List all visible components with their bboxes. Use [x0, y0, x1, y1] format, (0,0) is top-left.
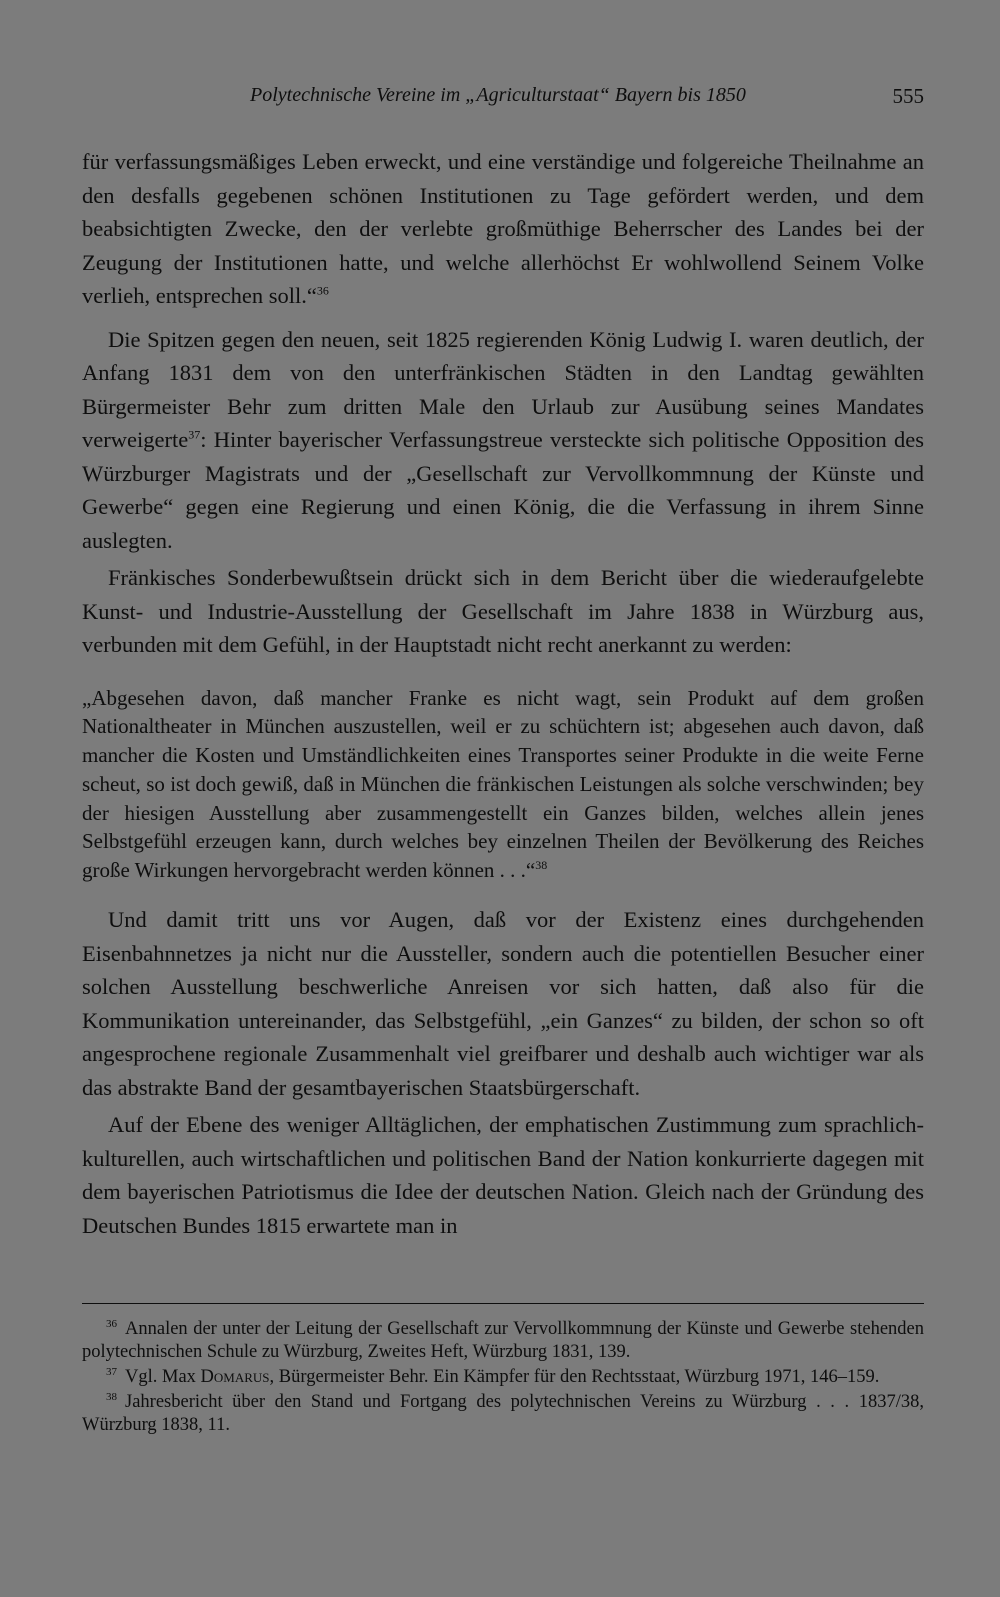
paragraph-2-text-a: Die Spitzen gegen den neuen, seit 1825 regierenden König Ludwig I. waren deutlich, der Anfang 1831 dem von den unterfränkischen Städten in den Landtag gewählten Bürgermeister Behr zum dritten Male den Urlaub zur Ausübung seines Mandates verweigerte	[82, 326, 924, 452]
footnote-36-text: Annalen der unter der Leitung der Gesellschaft zur Vervollkommnung der Künste und Gewerbe stehenden polytechnischen Schule zu Würzburg, Zweites Heft, Würzburg 1831, 139.	[82, 1319, 924, 1362]
main-text	[82, 145, 924, 1246]
paragraph-1-text: für verfassungsmäßiges Leben erweckt, und eine verständige und folgereiche Theilnahme an den desfalls gegebenen schönen Institutionen zu Tage gefördert werden, und dem beabsichtigten Zwecke, den der verlebte großmüthige Beherrscher des Landes bei der Zeugung der Institutionen hatte, und welche allerhöchst Er wohlwollend Seinem Volke verlieh, entsprechen soll.“	[82, 149, 924, 308]
footnote-ref-37[interactable]: 37	[188, 427, 201, 442]
footnote-38-text: Jahresbericht über den Stand und Fortgang des polytechnischen Vereins zu Würzburg . . . 1837/38, Würzburg 1838, 11.	[82, 1392, 924, 1435]
footnote-number-38: 38	[106, 1390, 117, 1403]
paragraph-5	[82, 1108, 924, 1242]
page-number: 555	[892, 84, 924, 108]
footnote-37	[82, 1366, 924, 1389]
paragraph-5-text: Auf der Ebene des weniger Alltäglichen, der emphatischen Zustimmung zum sprachlich-kulturellen, auch wirtschaftlichen und politischen Band der Nation konkurrierte dagegen mit dem bayerischen Patriotismus die Idee der deutschen Nation. Gleich nach der Gründung des Deutschen Bundes 1815 erwartete man in	[82, 1112, 924, 1238]
paragraph-2-text-b: : Hinter bayerischer Verfassungstreue versteckte sich politische Opposition des Würzburger Magistrats und der „Gesellschaft zur Vervollkommnung der Künste und Gewerbe“ gegen eine Regierung und einen König, die die Verfassung in ihrem Sinne auslegten.	[82, 427, 924, 553]
paragraph-3	[82, 561, 924, 662]
footnote-divider	[82, 1303, 924, 1304]
running-head	[82, 80, 924, 114]
paragraph-3-text: Fränkisches Sonderbewußtsein drückt sich in dem Bericht über die wiederaufgelebte Kunst- und Industrie-Ausstellung der Gesellschaft im Jahre 1838 in Würzburg aus, verbunden mit dem Gefühl, in der Hauptstadt nicht recht anerkannt zu werden:	[82, 565, 924, 657]
block-quote-text: „Abgesehen davon, daß mancher Franke es nicht wagt, sein Produkt auf dem großen Nationaltheater in München auszustellen, weil er zu schüchtern ist; abgesehen auch davon, daß mancher die Kosten und Umständlichkeiten eines Transportes seiner Produkte in die weite Ferne scheut, so ist doch gewiß, daß in München die fränkischen Leistungen als solche verschwinden; bey der hiesigen Ausstellung aber zusammengestellt ein Ganzes bilden, welches allein jenes Selbstgefühl erzeugen kann, durch welches bey einzelnen Theilen der Bevölkerung des Reiches große Wirkungen hervorgebracht werden können . . .“	[82, 685, 924, 883]
paragraph-4	[82, 903, 924, 1104]
footnote-38	[82, 1391, 924, 1437]
footnote-37-text-a: Vgl. Max	[125, 1367, 201, 1387]
block-quote	[82, 684, 924, 886]
footnote-37-author: Domarus	[200, 1367, 270, 1387]
paragraph-2	[82, 323, 924, 558]
footnotes	[82, 1318, 924, 1439]
footnote-number-37: 37	[106, 1365, 117, 1378]
paragraph-1	[82, 145, 924, 313]
footnote-37-text-b: , Bürgermeister Behr. Ein Kämpfer für den Rechtsstaat, Würzburg 1971, 146–159.	[269, 1367, 880, 1387]
footnote-36	[82, 1318, 924, 1364]
footnote-number-36: 36	[106, 1317, 117, 1330]
running-title: Polytechnische Vereine im „Agriculturstaat“ Bayern bis 1850	[250, 84, 746, 106]
footnote-ref-36[interactable]: 36	[316, 283, 329, 298]
footnote-ref-38[interactable]: 38	[535, 858, 548, 873]
paragraph-4-text: Und damit tritt uns vor Augen, daß vor der Existenz eines durchgehenden Eisenbahnnetzes ja nicht nur die Aussteller, sondern auch die potentiellen Besucher einer solchen Ausstellung beschwerliche Anreisen vor sich hatten, daß also für die Kommunikation untereinander, das Selbstgefühl, „ein Ganzes“ zu bilden, der schon so oft angesprochene regionale Zusammenhalt viel greifbarer und deshalb auch wichtiger war als das abstrakte Band der gesamtbayerischen Staatsbürgerschaft.	[82, 907, 924, 1100]
